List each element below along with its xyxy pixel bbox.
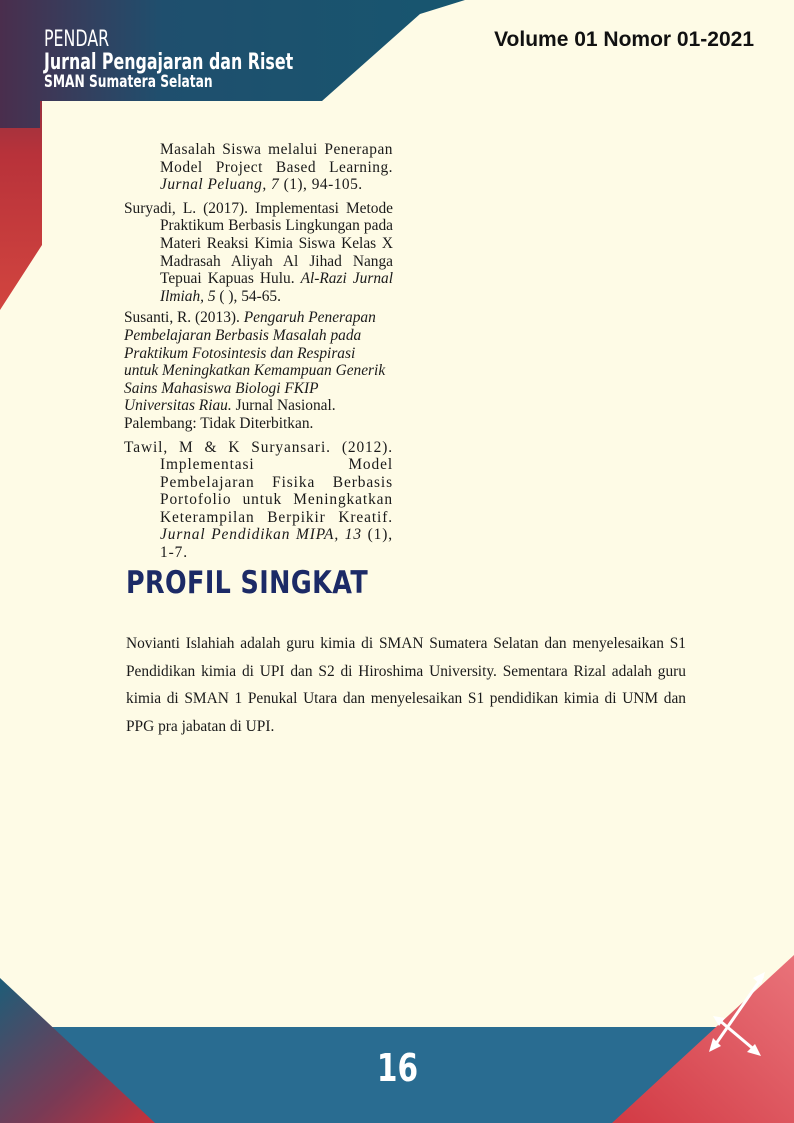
journal-full-name: Jurnal Pengajaran dan Riset [44,50,294,76]
reference-item: Masalah Siswa melalui Penerapan Model Project Based Learning. Jurnal Peluang, 7 (1), 94-105. [160,141,393,194]
reference-item: Suryadi, L. (2017). Implementasi Metode Praktikum Berbasis Lingkungan pada Materi Reaksi Kimia Siswa Kelas X Madrasah Aliyah Al Jihad Nanga Tepuai Kapuas Hulu. Al-Razi Jurnal Ilmiah, 5 ( ), 54-65. [124,199,393,305]
reference-item: Susanti, R. (2013). Pengaruh Penerapan Pembelajaran Berbasis Masalah pada Praktikum Fotosintesis dan Respirasi untuk Meningkatkan Kemampuan Generik Sains Mahasiswa Biologi FKIP Universitas Riau. Jurnal Nasional. Palembang: Tidak Diterbitkan. [124,309,386,432]
journal-institution: SMAN Sumatera Selatan [44,72,213,93]
reference-list [124,141,393,566]
expand-arrows-icon [705,968,769,1058]
section-title: PROFIL SINGKAT [126,565,369,601]
journal-header [44,28,293,92]
volume-label: Volume 01 Nomor 01-2021 [494,28,754,51]
profile-paragraph: Novianti Islahiah adalah guru kimia di SMAN Sumatera Selatan dan menyelesaikan S1 Pendidikan kimia di UPI dan S2 di Hiroshima University. Sementara Rizal adalah guru kimia di SMAN 1 Penukal Utara dan menyelesaikan S1 pendidikan kimia di UNM dan PPG pra jabatan di UPI. [126,635,686,735]
page-number: 16 [376,1046,418,1090]
reference-item: Tawil, M & K Suryansari. (2012). Implementasi Model Pembelajaran Fisika Berbasis Portofolio untuk Meningkatkan Keterampilan Berpikir Kreatif. Jurnal Pendidikan MIPA, 13 (1), 1-7. [124,438,393,562]
journal-short-name: PENDAR [44,27,110,52]
